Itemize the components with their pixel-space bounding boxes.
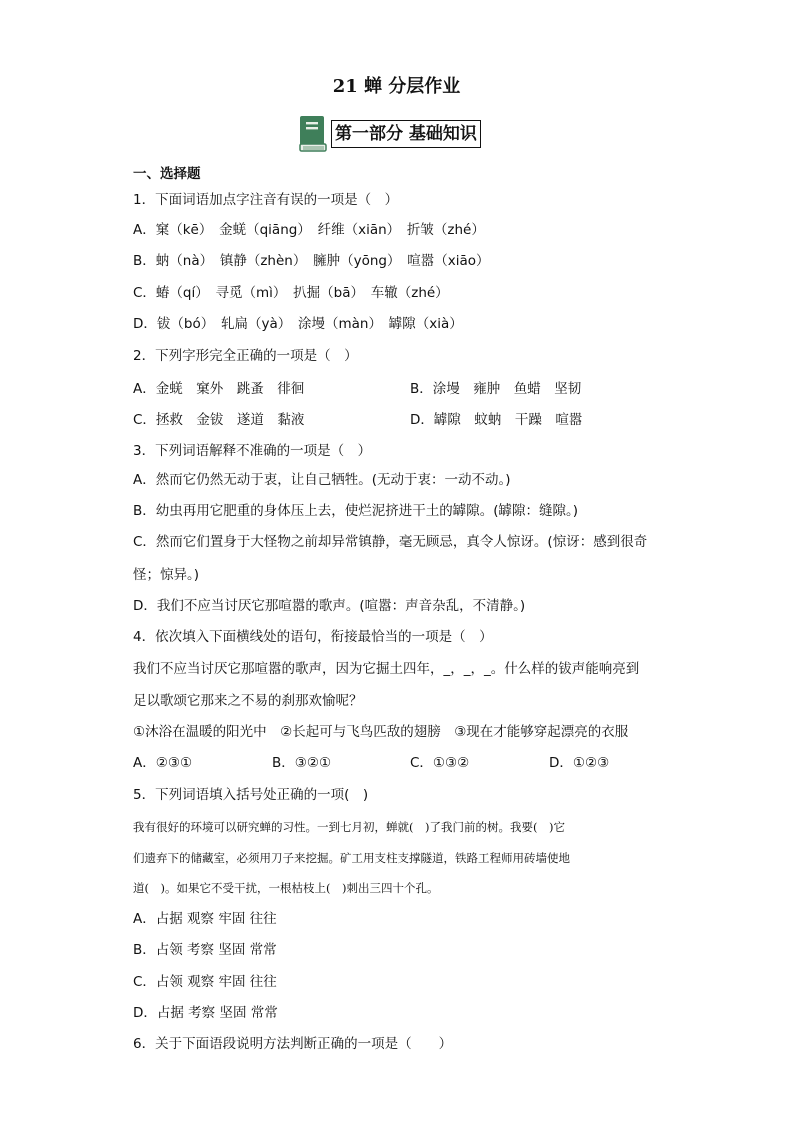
q5-option-c: C．占领 观察 牢固 往往: [133, 974, 277, 990]
section-heading: 一、选择题: [133, 166, 201, 182]
page-title: 21 蝉 分层作业: [332, 76, 461, 97]
q1-stem: 1．下面词语加点字注音有误的一项是（ ）: [133, 192, 399, 208]
q4-option-b: B．③②①: [272, 755, 332, 771]
q2-option-b: B．涂墁 雍肿 鱼蜡 坚韧: [410, 381, 582, 397]
q5-option-b: B．占领 考察 坚固 常常: [133, 942, 277, 958]
q2-option-d: D．罅隙 蚊蚋 干躁 喧嚣: [410, 412, 583, 428]
q4-passage-line-1: 我们不应当讨厌它那喧嚣的歌声，因为它掘土四年，_，_，_。什么样的钹声能响亮到: [133, 661, 640, 677]
q5-passage-line-3: 道( )。如果它不受干扰，一根枯枝上( )刺出三四十个孔。: [133, 881, 439, 895]
q4-option-c: C．①③②: [410, 755, 470, 771]
q5-stem: 5．下列词语填入括号处正确的一项( ): [133, 787, 369, 803]
part-title: 第一部分 基础知识: [331, 120, 481, 148]
q5-option-d: D．占据 考察 坚固 常常: [133, 1005, 278, 1021]
q3-option-d: D．我们不应当讨厌它那喧嚣的歌声。(喧嚣：声音杂乱，不清静。): [133, 598, 526, 614]
q1-option-a: A．窠（kē） 金蜣（qiāng） 纤维（xiān） 折皱（zhé）: [133, 222, 485, 238]
q2-option-a: A．金蜣 窠外 跳蚤 徘徊: [133, 381, 305, 397]
q5-passage-line-2: 们遗弃下的储藏室，必须用刀子来挖掘。矿工用支柱支撑隧道，铁路工程师用砖墙使地: [133, 851, 570, 865]
q3-stem: 3．下列词语解释不准确的一项是（ ）: [133, 443, 372, 459]
book-icon: [298, 114, 328, 154]
q3-option-c: C．然而它们置身于大怪物之前却异常镇静，毫无顾忌，真令人惊讶。(惊讶：感到很奇: [133, 534, 648, 550]
q4-option-d: D．①②③: [549, 755, 610, 771]
q3-option-c-cont: 怪；惊异。): [133, 567, 200, 583]
q4-passage-line-2: 足以歌颂它那来之不易的刹那欢愉呢？: [133, 693, 363, 709]
q4-choices: ①沐浴在温暖的阳光中 ②长起可与飞鸟匹敌的翅膀 ③现在才能够穿起漂亮的衣服: [133, 724, 629, 740]
q1-option-d: D．钹（bó） 轧扁（yà） 涂墁（màn） 罅隙（xià）: [133, 316, 463, 332]
q6-stem: 6．关于下面语段说明方法判断正确的一项是（ ）: [133, 1036, 453, 1052]
q1-option-b: B．蚋（nà） 镇静（zhèn） 臃肿（yōng） 喧嚣（xiāo）: [133, 253, 490, 269]
q2-option-c: C．拯救 金钹 遂道 黏液: [133, 412, 305, 428]
q4-stem: 4．依次填入下面横线处的语句，衔接最恰当的一项是（ ）: [133, 629, 493, 645]
q3-option-b: B．幼虫再用它肥重的身体压上去，使烂泥挤进干土的罅隙。(罅隙：缝隙。): [133, 503, 579, 519]
q3-option-a: A．然而它仍然无动于衷，让自己牺牲。(无动于衷：一动不动。): [133, 472, 511, 488]
q2-stem: 2．下列字形完全正确的一项是（ ）: [133, 348, 358, 364]
q4-option-a: A．②③①: [133, 755, 193, 771]
q1-option-c: C．蝽（qí） 寻觅（mì） 扒掘（bā） 车辙（zhé）: [133, 285, 449, 301]
q5-option-a: A．占据 观察 牢固 往往: [133, 911, 277, 927]
q5-passage-line-1: 我有很好的环境可以研究蝉的习性。一到七月初，蝉就( )了我门前的树。我要( )它: [133, 820, 565, 834]
